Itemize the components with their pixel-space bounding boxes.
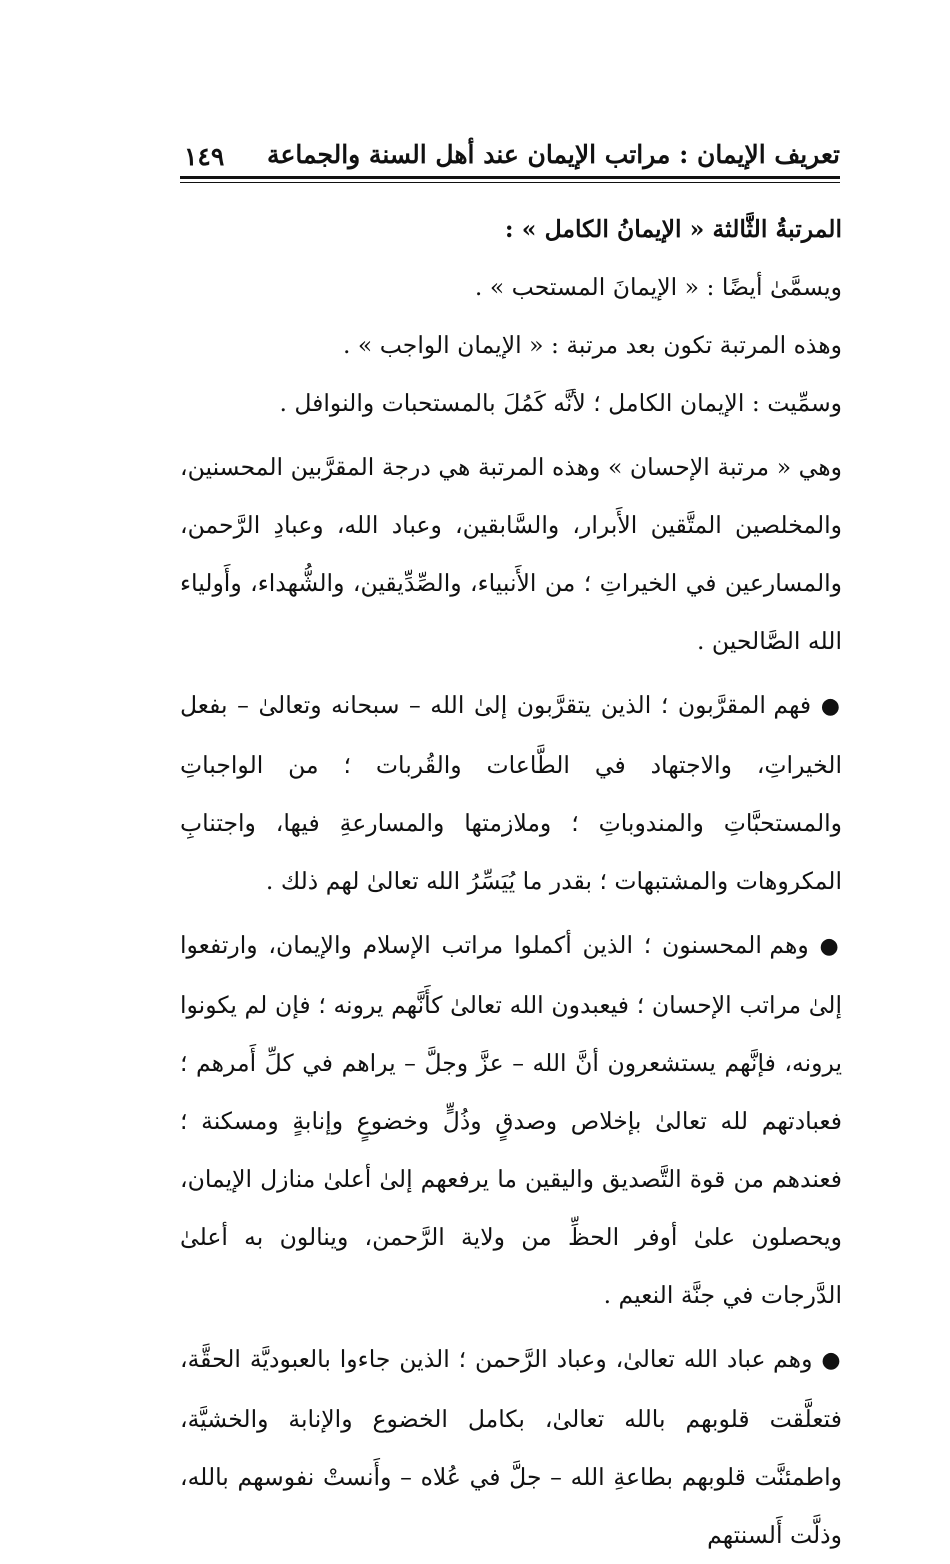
running-header — [180, 140, 840, 182]
paragraph-ihsan: وهي « مرتبة الإحسان » وهذه المرتبة هي درجة المقرَّبين المحسنين، والمخلصين المتَّقين الأَبرار، والسَّابقين، وعباد الله، وعبادِ الرَّحمن، والمسارعين في الخيراتِ ؛ من الأَنبياء، والصِّدِّيقين، والشُّهداء، وأَولياء الله الصَّالحين . — [180, 453, 842, 655]
page-number: ١٤٩ — [184, 142, 225, 171]
paragraph-text: وهم المحسنون ؛ الذين أكملوا مراتب الإسلام والإيمان، وارتفعوا إلىٰ مراتب الإحسان ؛ فيعبدون الله تعالىٰ كأَنَّهم يرونه ؛ فإن لم يكونوا يرونه، فإنَّهم يستشعرون أنَّ الله – عزَّ وجلَّ – يراهم في كلِّ أَمرهم ؛ فعبادتهم لله تعالىٰ بإخلاص وصدقٍ وذُلٍّ وخضوعٍ وإنابةٍ ومسكنة ؛ فعندهم من قوة التَّصديق واليقين ما يرفعهم إلىٰ أعلىٰ منازل الإيمان، ويحصلون علىٰ أوفر الحظِّ من ولاية الرَّحمن، وينالون به أعلىٰ الدَّرجات في جنَّة النعيم . — [180, 931, 842, 1309]
header-rule-thick — [180, 176, 840, 179]
page-body — [180, 200, 842, 1564]
bullet-icon: ● — [820, 694, 842, 719]
section-heading: المرتبةُ الثَّالثة « الإيمانُ الكامل » : — [504, 215, 842, 243]
paragraph-text: وهم عباد الله تعالىٰ، وعباد الرَّحمن ؛ الذين جاءوا بالعبوديَّة الحقَّة، فتعلَّقت قلوبهم بالله تعالىٰ، بكامل الخضوع والإنابة والخشيَّة، واطمئنَّت قلوبهم بطاعةِ الله – جلَّ في عُلاه – وأَنستْ نفوسهم بالله، وذلَّت أَلسنتهم — [180, 1345, 842, 1549]
running-head-title: تعريف الإيمان : مراتب الإيمان عند أهل السنة والجماعة — [267, 140, 840, 169]
paragraph-muqarrabun — [180, 676, 842, 910]
bullet-icon: ● — [821, 1348, 842, 1373]
paragraph-naming: وسمِّيت : الإيمان الكامل ؛ لأنَّه كَمُلَ بالمستحبات والنوافل . — [279, 389, 842, 417]
paragraph-also-called: ويسمَّىٰ أيضًا : « الإيمانَ المستحب » . — [474, 273, 842, 301]
paragraph-text: فهم المقرَّبون ؛ الذين يتقرَّبون إلىٰ الله – سبحانه وتعالىٰ – بفعل الخيراتِ، والاجتهاد في الطَّاعات والقُربات ؛ من الواجباتِ والمستحبَّاتِ والمندوباتِ ؛ وملازمتها والمسارعةِ فيها، واجتنابِ المكروهات والمشتبهات ؛ بقدر ما يُيَسِّرُ الله تعالىٰ لهم ذلك . — [180, 691, 842, 895]
paragraph-order: وهذه المرتبة تكون بعد مرتبة : « الإيمان الواجب » . — [342, 331, 842, 359]
paragraph-muhsinun — [180, 916, 842, 1324]
paragraph-ibad — [180, 1330, 842, 1564]
bullet-icon: ● — [819, 934, 842, 959]
header-rule-thin — [180, 182, 840, 183]
